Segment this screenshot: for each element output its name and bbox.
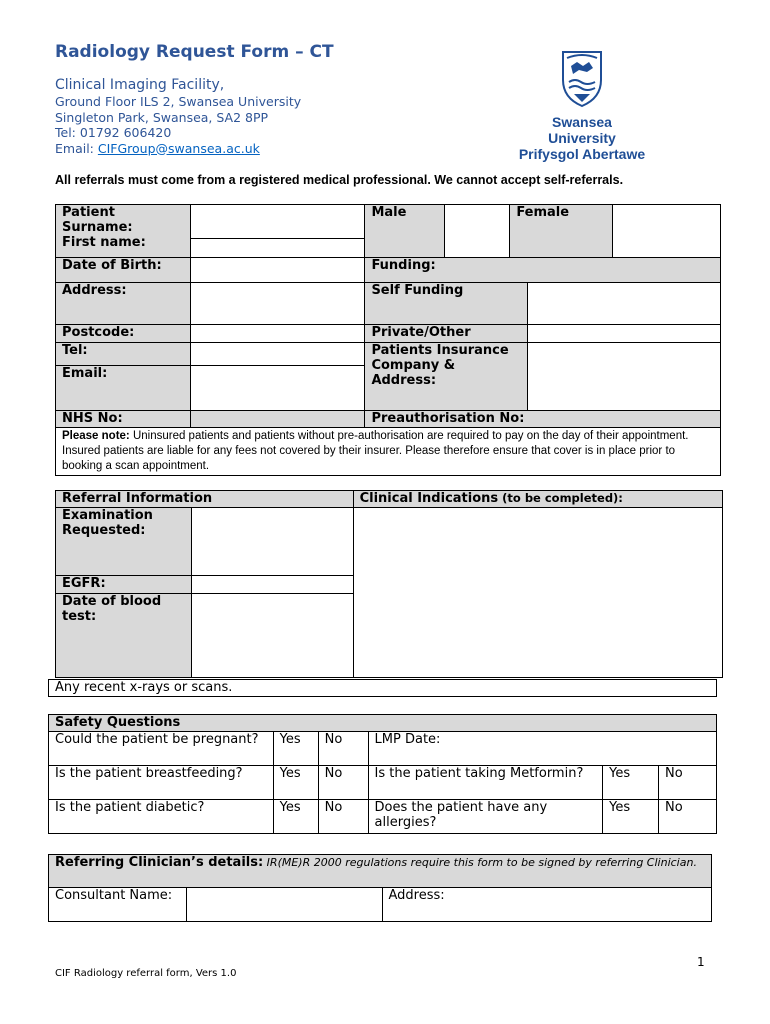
address-line-2: Singleton Park, Swansea, SA2 8PP xyxy=(55,109,269,125)
page-title: Radiology Request Form – CT xyxy=(55,42,334,62)
recent-scans-field[interactable]: Any recent x-rays or scans. xyxy=(49,680,717,697)
metformin-no[interactable]: No xyxy=(659,766,717,800)
clinician-address-field[interactable]: Address: xyxy=(382,888,712,922)
university-logo xyxy=(517,48,647,162)
address-label: Address: xyxy=(56,283,191,325)
lmp-date-field[interactable]: LMP Date: xyxy=(368,732,716,766)
pregnant-no[interactable]: No xyxy=(318,732,368,766)
note-text: Uninsured patients and patients without pre-authorisation are required to pay on the day of their appointment. Insured patients are liable for any fees not covered by their insurer. Please therefore ensure that cover is in place prior to booking a scan appointment. xyxy=(62,430,689,472)
allergies-question: Does the patient have any allergies? xyxy=(368,800,603,834)
footer-text: CIF Radiology referral form, Vers 1.0 xyxy=(55,968,237,979)
address-field[interactable] xyxy=(190,283,365,325)
clinician-heading: Referring Clinician’s details: xyxy=(55,855,264,870)
referral-warning: All referrals must come from a registered medical professional. We cannot accept self-referrals. xyxy=(55,173,624,187)
insurance-field[interactable] xyxy=(528,343,721,411)
funding-label: Funding: xyxy=(365,258,721,283)
email-link[interactable]: CIFGroup@swansea.ac.uk xyxy=(97,140,260,156)
female-checkbox[interactable] xyxy=(613,205,721,258)
referral-heading: Referral Information xyxy=(56,491,354,508)
email-label: Email: xyxy=(55,140,98,156)
note-bold: Please note: xyxy=(62,430,130,442)
breastfeeding-yes[interactable]: Yes xyxy=(273,766,318,800)
facility-address xyxy=(55,77,301,156)
first-name-label: First name: xyxy=(62,235,146,250)
postcode-label: Postcode: xyxy=(56,325,191,343)
referral-table xyxy=(55,490,723,678)
consultant-label: Consultant Name: xyxy=(49,888,187,922)
diabetic-no[interactable]: No xyxy=(318,800,368,834)
first-name-field[interactable] xyxy=(191,239,365,257)
crest-icon xyxy=(559,48,605,108)
payment-note xyxy=(56,428,721,476)
clinical-heading: Clinical Indications xyxy=(359,491,499,506)
dob-field[interactable] xyxy=(190,258,365,283)
metformin-question: Is the patient taking Metformin? xyxy=(368,766,603,800)
private-field[interactable] xyxy=(528,325,721,343)
telephone: Tel: 01792 606420 xyxy=(55,125,172,140)
exam-label: Examination Requested: xyxy=(56,508,192,576)
self-funding-field[interactable] xyxy=(528,283,721,325)
preauth-label: Preauthorisation No: xyxy=(365,411,721,428)
email-line xyxy=(55,141,301,157)
logo-text-welsh: Prifysgol Abertawe xyxy=(518,146,646,162)
patient-name-labels xyxy=(56,205,191,258)
diabetic-question: Is the patient diabetic? xyxy=(49,800,274,834)
self-funding-label: Self Funding xyxy=(365,283,528,325)
facility-name: Clinical Imaging Facility, xyxy=(55,77,225,93)
clinician-heading-cell xyxy=(49,855,712,888)
metformin-yes[interactable]: Yes xyxy=(603,766,659,800)
patient-details-table xyxy=(55,204,721,476)
exam-field[interactable] xyxy=(191,508,353,576)
logo-text-english: Swansea University xyxy=(548,114,616,146)
safety-table xyxy=(48,714,717,834)
pregnant-yes[interactable]: Yes xyxy=(273,732,318,766)
private-label: Private/Other xyxy=(365,325,528,343)
male-label: Male xyxy=(365,205,445,258)
tel-label: Tel: xyxy=(56,343,190,366)
email-label: Email: xyxy=(62,366,108,381)
safety-heading: Safety Questions xyxy=(49,715,717,732)
pregnant-question: Could the patient be pregnant? xyxy=(49,732,274,766)
postcode-field[interactable] xyxy=(190,325,365,343)
clinical-note: (to be completed): xyxy=(498,491,623,505)
consultant-field[interactable] xyxy=(186,888,382,922)
allergies-no[interactable]: No xyxy=(659,800,717,834)
patient-name-inputs[interactable] xyxy=(190,205,365,258)
female-label: Female xyxy=(510,205,613,258)
regulation-note: IR(ME)R 2000 regulations require this form to be signed by referring Clinician. xyxy=(263,856,697,869)
egfr-label: EGFR: xyxy=(56,576,192,594)
surname-field[interactable] xyxy=(191,205,365,239)
clinical-indications-field[interactable] xyxy=(353,508,722,678)
tel-email-labels xyxy=(56,343,191,411)
diabetic-yes[interactable]: Yes xyxy=(273,800,318,834)
page-number: 1 xyxy=(697,955,705,969)
egfr-field[interactable] xyxy=(191,576,353,594)
recent-scans-table xyxy=(48,679,717,697)
tel-field[interactable] xyxy=(191,343,365,366)
male-checkbox[interactable] xyxy=(445,205,510,258)
address-line-1: Ground Floor ILS 2, Swansea University xyxy=(55,94,302,109)
breastfeeding-no[interactable]: No xyxy=(318,766,368,800)
blood-date-field[interactable] xyxy=(191,594,353,678)
clinician-table xyxy=(48,854,712,922)
blood-date-label: Date of blood test: xyxy=(56,594,192,678)
insurance-label: Patients Insurance Company & Address: xyxy=(365,343,528,411)
breastfeeding-question: Is the patient breastfeeding? xyxy=(49,766,274,800)
clinical-heading-cell xyxy=(353,491,722,508)
surname-label: Patient Surname: xyxy=(62,205,133,235)
nhs-field[interactable] xyxy=(190,411,365,428)
tel-email-inputs[interactable] xyxy=(190,343,365,411)
nhs-label: NHS No: xyxy=(56,411,191,428)
allergies-yes[interactable]: Yes xyxy=(603,800,659,834)
dob-label: Date of Birth: xyxy=(56,258,191,283)
